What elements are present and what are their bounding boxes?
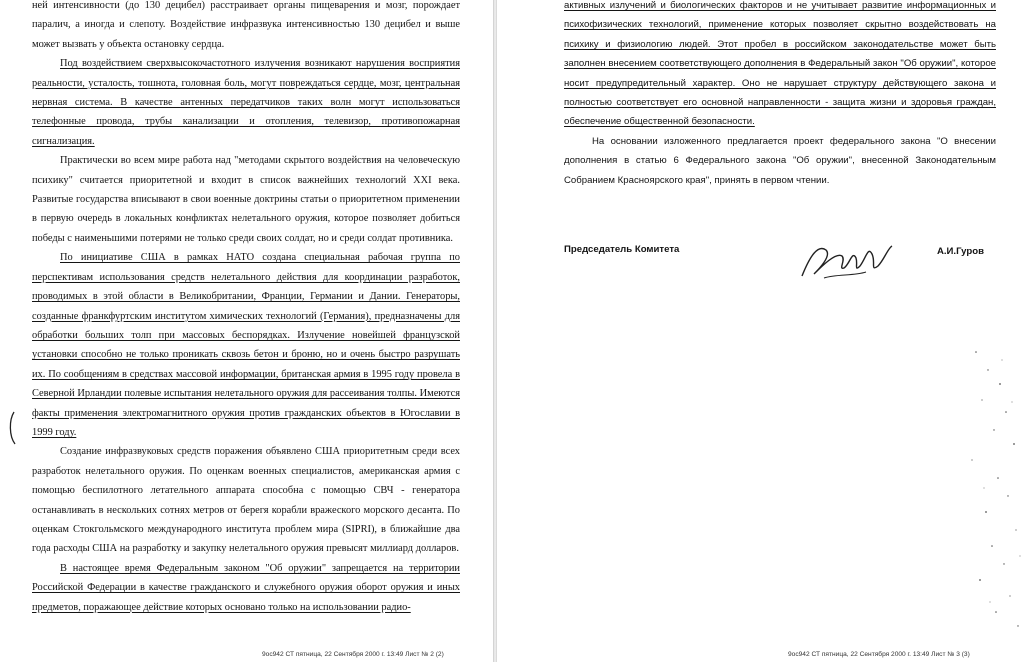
left-page-footer: 9ос942 СТ пятница, 22 Сентября 2000 г. 13:49 Лист № 2 (2) <box>262 651 444 658</box>
paragraph-2: Под воздействием сверхвысокочастотного излучения возникают нарушения восприятия реальности, усталость, тошнота, головная боль, могут повреждаться сердце, мозг, центральная нервная система. В качестве антенных передатчиков таких волн могут использоваться телефонные провода, трубы канализации и отопления, телевизор, противопожарная сигнализация. <box>32 58 460 147</box>
right-page <box>496 0 1024 662</box>
paragraph-1: ней интенсивности (до 130 децибел) расстраивает органы пищеварения и мозг, порождает паралич, а иногда и слепоту. Воздействие инфразвука интенсивностью 130 децибел и выше может вызвать у объекта остановку сердца. <box>32 0 460 50</box>
paragraph-7: активных излучений и биологических факторов и не учитывает развитие информационных и психофизических технологий, применение которых позволяет скрытно воздействовать на психику и физиологию людей. Этот пробел в российском законодательстве может быть заполнен внесением соответствующего дополнения в Федеральный закон "Об оружии", которое носит предупредительный характер. Оно не нарушает структуру действующего закона и полностью соответствует его основной направленности - защита жизни и здоровья граждан, обеспечение общественной безопасности. <box>564 0 996 128</box>
margin-bracket-mark <box>6 410 18 446</box>
paragraph-4: По инициативе США в рамках НАТО создана специальная рабочая группа по перспективам использования средств нелетального действия для координации разработок, проводимых в этой области в Великобритании, Франции, Германии и Дании. Генераторы, созданные франкфуртским институтом химических технологий (Германия), предназначены для обработки больших толп при массовых беспорядках. Излучение новейшей французской установки способно не только проникать сквозь бетон и броню, но и очень быстро разрушать их. По сообщениям в средствах массовой информации, британская армия в 1995 году провела в Северной Ирландии полевые испытания нелетального оружия для рассеивания толпы. Имеются факты применения электромагнитного оружия против гражданских объектов в Югославии в 1999 году. <box>32 252 460 438</box>
committee-chair-label: Председатель Комитета <box>564 244 680 255</box>
paragraph-5: Создание инфразвуковых средств поражения объявлено США приоритетным среди всех разработок нелетального оружия. По оценкам военных специалистов, американская армия с помощью беспилотного летательного аппарата способна с помощью СВЧ - генератора останавливать в нескольких сотнях метров от берегя корабли вражеского морского десанта. По оценкам Стокгольмского международного института проблем мира (SIPRI), в ближайшие два года расходы США на разработку и закупку нелетального оружия превысят миллиард долларов. <box>32 446 460 555</box>
paragraph-8: На основании изложенного предлагается проект федерального закона "О внесении дополнения в статью 6 Федерального закона "Об оружии", внесенной Законодательным Собранием Красноярского края", принять в первом чтении. <box>564 135 996 186</box>
right-page-footer: 9ос942 СТ пятница, 22 Сентября 2000 г. 13:49 Лист № 3 (3) <box>788 651 970 658</box>
paragraph-6: В настоящее время Федеральным законом "Об оружии" запрещается на территории Российской Федерации в качестве гражданского и служебного оружия оборот оружия и иных предметов, поражающее действие которых основано только на использовании радио- <box>32 562 460 613</box>
scan-noise-speckles <box>896 340 1024 640</box>
paragraph-3: Практически во всем мире работа над "методами скрытого воздействия на человеческую психику" считается приоритетной и входит в список важнейших технологий XXI века. Развитые государства вписывают в свои военные доктрины статьи о приоритетном применении в первую очередь в локальных конфликтах нелетального оружия, которое позволяет добиться победы с наименьшими потерями не только среди своих солдат, но и среди солдат противника. <box>32 155 460 244</box>
right-page-body <box>564 0 996 190</box>
left-page-body <box>32 0 460 617</box>
left-page <box>0 0 496 662</box>
chairman-name: А.И.Гуров <box>936 246 984 257</box>
handwritten-signature <box>796 236 896 286</box>
